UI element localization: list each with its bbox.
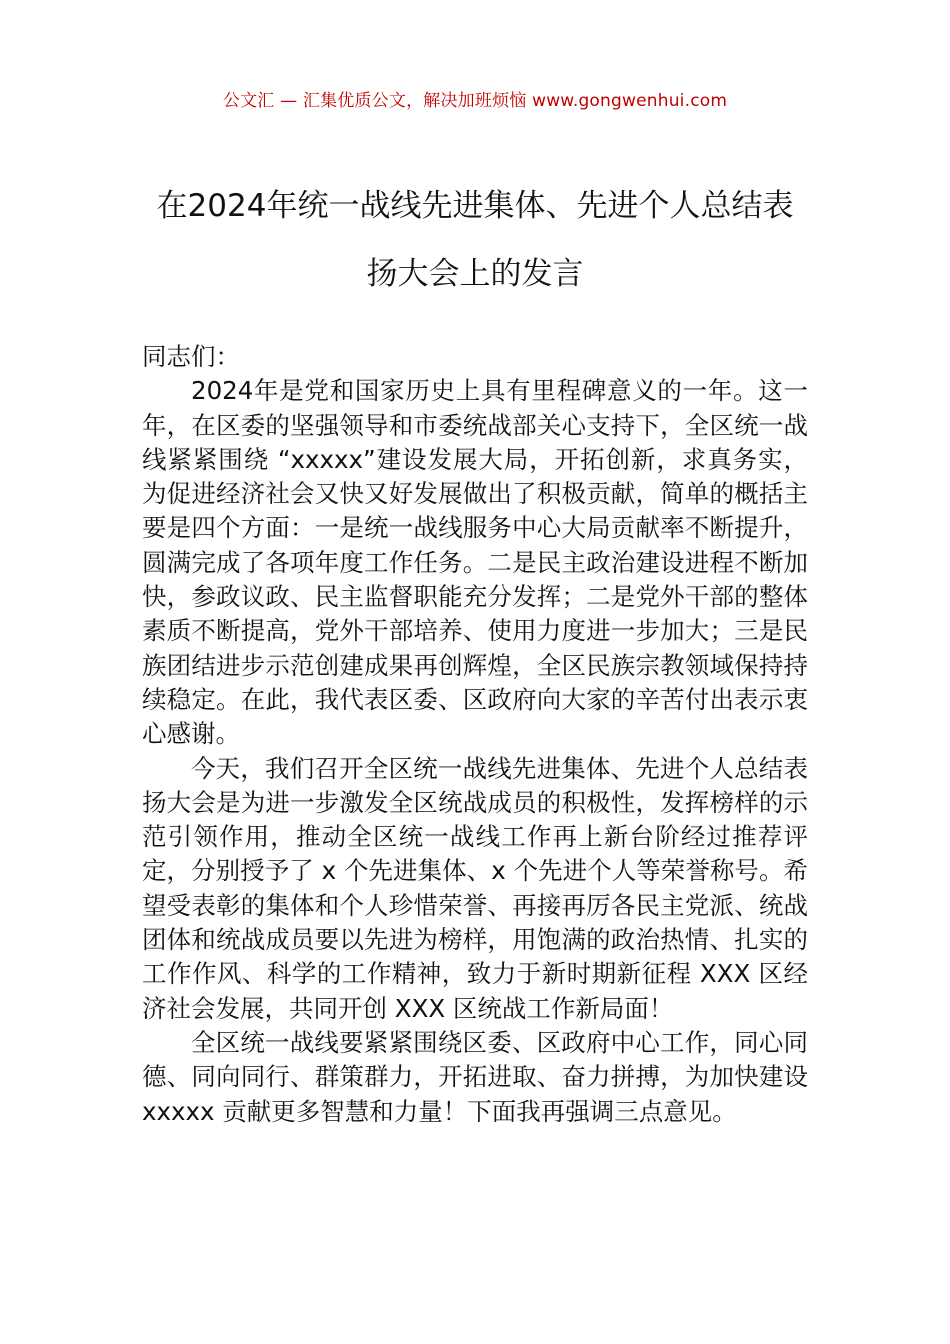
document-body [142,340,808,1129]
paragraph-3: 全区统一战线要紧紧围绕区委、区政府中心工作，同心同德、同向同行、群策群力，开拓进取、奋力拼搏，为加快建设 xxxxx 贡献更多智慧和力量！下面我再强调三点意见。 [142,1027,808,1126]
paragraph-2: 今天，我们召开全区统一战线先进集体、先进个人总结表扬大会是为进一步激发全区统战成员的积极性，发挥榜样的示范引领作用，推动全区统一战线工作再上新台阶经过推荐评定，分别授予了 x 个先进集体、x 个先进个人等荣誉称号。希望受表彰的集体和个人珍惜荣誉、再接再厉各民主党派、统战团体和统战成员要以先进为榜样，用饱满的政治热情、扎实的工作作风、科学的工作精神，致力于新时期新征程 XXX 区经济社会发展，共同开创 XXX 区统战工作新局面！ [142,753,808,1023]
salutation: 同志们： [142,342,240,371]
document-title: 在2024年统一战线先进集体、先进个人总结表扬大会上的发言 [156,188,794,292]
header-banner: 公文汇 — 汇集优质公文，解决加班烦恼 www.gongwenhui.com [222,91,728,111]
paragraph-1: 2024年是党和国家历史上具有里程碑意义的一年。这一年，在区委的坚强领导和市委统战部关心支持下，全区统一战线紧紧围绕 “xxxxx”建设发展大局，开拓创新，求真务实，为促进经济社会又快又好发展做出了积极贡献，简单的概括主要是四个方面：一是统一战线服务中心大局贡献率不断提升，圆满完成了各项年度工作任务。二是民主政治建设进程不断加快，参政议政、民主监督职能充分发挥；二是党外干部的整体素质不断提高，党外干部培养、使用力度进一步加大；三是民族团结进步示范创建成果再创辉煌，全区民族宗教领域保持持续稳定。在此，我代表区委、区政府向大家的辛苦付出表示衷心感谢。 [142,376,808,749]
